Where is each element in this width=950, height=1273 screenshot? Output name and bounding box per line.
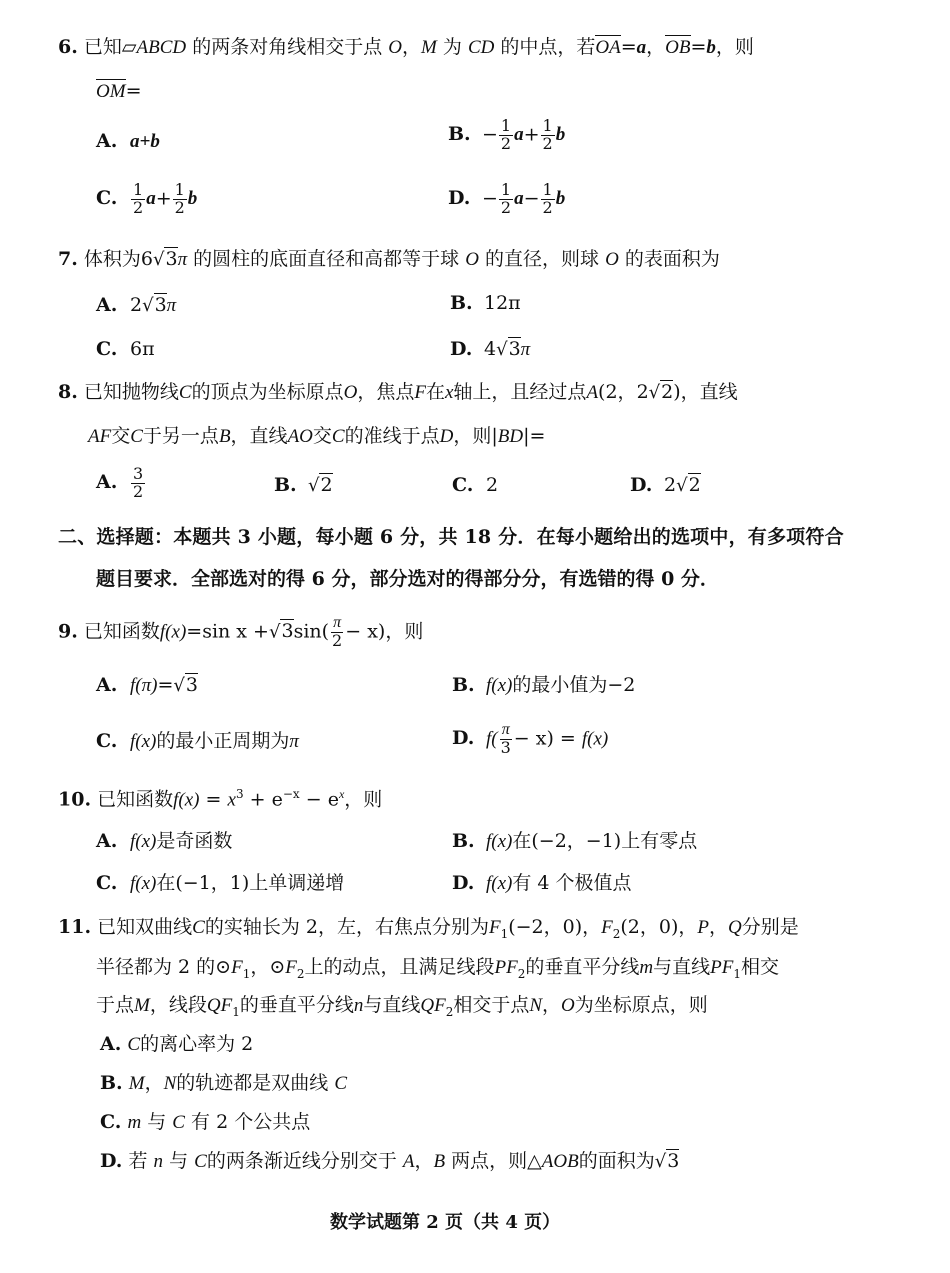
section2-instructions-line2: 题目要求．全部选对的得 6 分，部分选对的得部分分，有选错的得 0 分．	[96, 568, 719, 590]
fraction: $\frac{1}{2}$	[542, 180, 553, 217]
vector-om: OM	[96, 81, 126, 102]
q11-option-a: A. C的离心率为 2	[100, 1033, 254, 1055]
q11-number: 11.	[58, 916, 92, 938]
page-footer: 数学试题第 2 页（共 4 页）	[330, 1212, 561, 1233]
q9-option-a: A. f(π)=√3	[96, 674, 198, 696]
q9-stem: 9. 已知函数f(x)=sin x +√3sin( $\frac{\pi}{2}$ − x)，则	[58, 614, 424, 650]
q9-option-b: B. f(x)的最小值为−2	[452, 674, 636, 696]
fraction: $\frac{3}{2}$	[133, 464, 144, 501]
q7-stem: 7. 体积为6√3π 的圆柱的底面直径和高都等于球 O 的直径，则球 O 的表面积为	[58, 248, 720, 270]
q10-option-a: A. f(x)是奇函数	[96, 830, 233, 852]
parallelogram-symbol: ▱	[121, 36, 137, 58]
q8-option-c: C. 2	[452, 474, 499, 496]
q10-option-d: D. f(x)有 4 个极值点	[452, 872, 632, 894]
q6-option-a: A. a+b	[96, 130, 160, 152]
fraction: $\frac{1}{2}$	[133, 180, 144, 217]
fraction: $\frac{\pi}{2}$	[332, 614, 343, 650]
q7-option-b: B. 12π	[450, 292, 521, 314]
q6-stem-line2: OM=	[96, 80, 142, 102]
fraction: $\frac{1}{2}$	[500, 116, 512, 153]
section2-instructions-line1: 二、选择题：本题共 3 小题，每小题 6 分，共 18 分．在每小题给出的选项中，有多项符合	[58, 526, 844, 548]
q11-stem-line2: 半径都为 2 的$⊙F_1$，$⊙F_2$上的动点，且满足线段$PF_2$的垂直平分线m与直线$PF_1$相交	[96, 956, 780, 981]
fraction: $\frac{1}{2}$	[542, 116, 553, 153]
q6-stem-line1: 6. 已知▱ABCD 的两条对角线相交于点 O，M 为 CD 的中点，若OA=a，OB=b，则	[58, 36, 754, 58]
fraction: $\frac{\pi}{3}$	[500, 721, 511, 757]
q11-option-d: D. 若 n 与 C的两条渐近线分别交于 A，B 两点，则△AOB的面积为√3	[100, 1150, 680, 1172]
q7-option-a: A. 2√3π	[96, 294, 177, 316]
q10-option-c: C. f(x)在(−1，1)上单调递增	[96, 872, 345, 894]
q11-stem-line1: 11. 已知双曲线C的实轴长为 2，左，右焦点分别为$F_1(-2$，0)，$F_2(2$，0)，P，Q分别是	[58, 916, 799, 941]
q8-stem-line2: AF交C于另一点B，直线AO交C的准线于点D，则|BD|=	[88, 425, 546, 447]
q9-option-c: C. f(x)的最小正周期为π	[96, 730, 299, 752]
q8-stem-line1: 8. 已知抛物线C的顶点为坐标原点O，焦点F在x轴上，且经过点A(2，2√2)，直线	[58, 381, 738, 403]
q9-number: 9.	[58, 620, 78, 643]
q8-option-a: A. $\frac{3}{2}$	[96, 464, 144, 501]
vector-oa: OA	[595, 37, 621, 58]
q8-option-b: B. √2	[274, 474, 333, 496]
q6-option-b: B. − $\frac{1}{2}$ a+ $\frac{1}{2}$ b	[448, 116, 566, 153]
q6-number: 6.	[58, 36, 78, 58]
fraction: $\frac{1}{2}$	[174, 180, 185, 217]
q11-option-c: C. m 与 C 有 2 个公共点	[100, 1111, 311, 1133]
q10-number: 10.	[58, 788, 92, 811]
vector-ob: OB	[665, 37, 691, 58]
q8-option-d: D. 2√2	[630, 474, 701, 496]
q6-option-c: C. $\frac{1}{2}$ a+ $\frac{1}{2}$ b	[96, 180, 198, 217]
q11-option-b: B. M，N的轨迹都是双曲线 C	[100, 1072, 348, 1094]
q8-number: 8.	[58, 381, 78, 403]
q7-option-c: C. 6π	[96, 338, 155, 360]
q6-option-d: D. − $\frac{1}{2}$ a− $\frac{1}{2}$ b	[448, 180, 566, 217]
q7-option-d: D. 4√3π	[450, 338, 531, 360]
q11-stem-line3: 于点M，线段$QF_1$的垂直平分线n与直线$QF_2$相交于点N，O为坐标原点，则	[96, 994, 708, 1019]
q7-number: 7.	[58, 248, 78, 270]
fraction: $\frac{1}{2}$	[500, 180, 512, 217]
q9-option-d: D. f( $\frac{\pi}{3}$ − x) = f(x)	[452, 721, 609, 757]
q10-option-b: B. f(x)在(−2，−1)上有零点	[452, 830, 698, 852]
q10-stem: 10. 已知函数$f(x) = x^3 + e^{-x} - e^x$，则	[58, 787, 383, 811]
